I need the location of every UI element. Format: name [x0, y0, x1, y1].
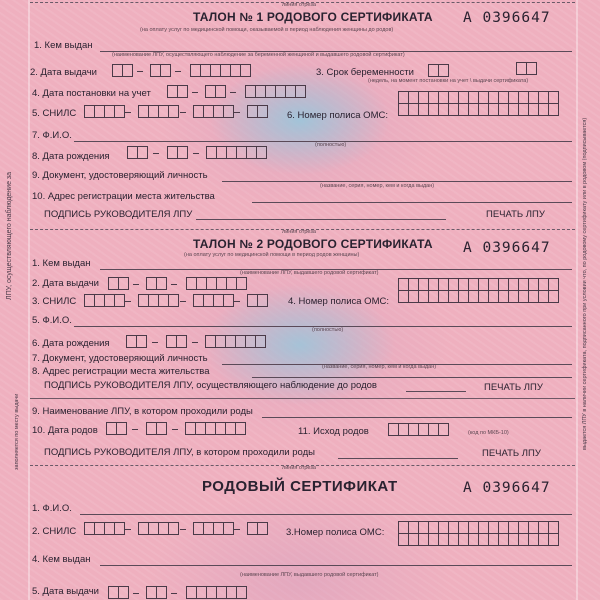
snils-dash: [125, 301, 131, 302]
talon2-snils-part2[interactable]: [138, 294, 178, 307]
cert-issue-date-year[interactable]: [186, 586, 246, 599]
talon1-serial: А 0396647: [463, 10, 551, 26]
talon2-field-birth-hospital: 9. Наименование ЛПУ, в котором проходили роды: [32, 406, 253, 417]
snils-dash: [180, 112, 186, 113]
talon1-birth-date-year[interactable]: [206, 146, 266, 159]
side-text-left-small: заполняется по месту выдачи: [14, 393, 20, 470]
cut-line-2-label: линия отреза: [282, 465, 316, 471]
talon2-birth-outcome-hint: (код по МКБ-10): [468, 430, 509, 436]
talon1-identity-document-line[interactable]: [222, 181, 572, 182]
talon2-title: ТАЛОН № 2 РОДОВОГО СЕРТИФИКАТА: [193, 237, 433, 251]
talon1-field-birth-date: 8. Дата рождения: [32, 151, 110, 162]
talon2-address-line[interactable]: [252, 377, 572, 378]
talon2-field-address: 8. Адрес регистрации места жительства: [32, 366, 210, 377]
date-dash: [175, 71, 181, 72]
date-dash: [171, 593, 177, 594]
talon2-field-issued-by: 1. Кем выдан: [32, 258, 91, 269]
talon2-issue-date-day[interactable]: [108, 277, 128, 290]
snils-dash: [125, 112, 131, 113]
talon1-field-full-name: 7. Ф.И.О.: [32, 130, 72, 141]
certificate-serial: А 0396647: [463, 480, 551, 496]
date-dash: [171, 284, 177, 285]
snils-dash: [234, 529, 240, 530]
side-text-left: ЛПУ, осуществляющего наблюдение за: [6, 171, 13, 300]
talon2-snils-part1[interactable]: [84, 294, 124, 307]
talon2-issued-by-hint: (наименование ЛПУ, выдавшего родовой сертификат): [240, 270, 379, 276]
talon1-field-registration-date: 4. Дата постановки на учет: [32, 88, 151, 99]
snils-dash: [234, 301, 240, 302]
talon2-field-delivery-date: 10. Дата родов: [32, 425, 98, 436]
talon2-field-issue-date: 2. Дата выдачи: [32, 278, 99, 289]
cert-full-name-line[interactable]: [80, 514, 572, 515]
talon1-subtitle: (на оплату услуг по медицинской помощи, оказываемой в период наблюдения женщины до родов): [140, 27, 394, 33]
talon2-stamp-birth: ПЕЧАТЬ ЛПУ: [482, 448, 541, 459]
snils-dash: [180, 301, 186, 302]
talon2-birth-date-day[interactable]: [126, 335, 146, 348]
talon1-pregnancy-term-hint: (недель, на момент постановки на учет \ выдачи сертификата): [368, 78, 529, 84]
date-dash: [133, 284, 139, 285]
talon1-full-name-hint: (полностью): [315, 142, 347, 148]
certificate-title: РОДОВЫЙ СЕРТИФИКАТ: [202, 478, 398, 495]
talon1-field-pregnancy-term: 3. Срок беременности: [316, 67, 414, 78]
cert-field-issue-date: 5. Дата выдачи: [32, 586, 99, 597]
talon1-field-snils: 5. СНИЛС: [32, 108, 77, 119]
cut-line-1-label: линия отреза: [282, 229, 316, 235]
talon2-field-identity-document: 7. Документ, удостоверяющий личность: [32, 353, 208, 364]
talon1-field-oms-policy: 6. Номер полиса ОМС:: [287, 110, 388, 121]
talon2-sign-observing-line[interactable]: [406, 391, 466, 392]
talon2-issue-date-month[interactable]: [146, 277, 166, 290]
cert-issue-date-month[interactable]: [146, 586, 166, 599]
talon1-issue-date-day[interactable]: [112, 64, 132, 77]
cert-field-issued-by: 4. Кем выдан: [32, 554, 91, 565]
date-dash: [153, 153, 159, 154]
cert-field-snils: 2. СНИЛС: [32, 526, 77, 537]
date-dash: [192, 92, 198, 93]
right-edge-line: [576, 0, 578, 600]
cert-field-oms-policy: 3.Номер полиса ОМС:: [286, 527, 385, 538]
talon2-delivery-date-month[interactable]: [146, 422, 166, 435]
talon1-snils-part3[interactable]: [193, 105, 233, 118]
cert-snils-part4[interactable]: [247, 522, 267, 535]
cert-field-full-name: 1. Ф.И.О.: [32, 503, 72, 514]
cert-snils-part3[interactable]: [193, 522, 233, 535]
talon2-stamp-observing: ПЕЧАТЬ ЛПУ: [484, 382, 543, 393]
snils-dash: [125, 529, 131, 530]
talon2-field-oms-policy: 4. Номер полиса ОМС:: [288, 296, 389, 307]
talon2-field-full-name: 5. Ф.И.О.: [32, 315, 72, 326]
talon2-issue-date-year[interactable]: [186, 277, 246, 290]
talon1-field-identity-document: 9. Документ, удостоверяющий личность: [32, 170, 208, 181]
talon2-field-snils: 3. СНИЛС: [32, 296, 77, 307]
cut-line-label: линия отреза: [282, 2, 316, 8]
talon2-snils-part4[interactable]: [247, 294, 267, 307]
cert-oms-policy-boxes[interactable]: [398, 521, 558, 545]
talon2-delivery-date-day[interactable]: [106, 422, 126, 435]
talon1-pregnancy-term-boxes[interactable]: [428, 64, 448, 77]
talon1-identity-document-hint: (название, серия, номер, кем и когда выдан): [320, 183, 435, 189]
talon2-sign-observing-head: ПОДПИСЬ РУКОВОДИТЕЛЯ ЛПУ, осуществляющего наблюдение до родов: [44, 380, 377, 391]
talon1-snils-part4[interactable]: [247, 105, 267, 118]
talon2-birth-date-year[interactable]: [205, 335, 265, 348]
talon1-field-address: 10. Адрес регистрации места жительства: [32, 191, 215, 202]
talon2-sign-birth-line[interactable]: [338, 458, 458, 459]
date-dash: [133, 593, 139, 594]
snils-dash: [180, 529, 186, 530]
date-dash: [192, 342, 198, 343]
talon2-birth-date-month[interactable]: [166, 335, 186, 348]
talon1-sign-head: ПОДПИСЬ РУКОВОДИТЕЛЯ ЛПУ: [44, 209, 193, 220]
date-dash: [132, 429, 138, 430]
talon1-snils-part2[interactable]: [138, 105, 178, 118]
date-dash: [172, 429, 178, 430]
talon1-issued-by-hint: (наименование ЛПУ, осуществляющего наблюдение за беременной женщиной и выдавшего родовой сертификат): [112, 52, 405, 58]
talon1-sign-line[interactable]: [196, 219, 446, 220]
cert-issued-by-line[interactable]: [100, 565, 572, 566]
talon1-snils-part1[interactable]: [84, 105, 124, 118]
talon1-pregnancy-term-boxes-2[interactable]: [516, 62, 536, 75]
date-dash: [137, 71, 143, 72]
date-dash: [152, 342, 158, 343]
talon1-oms-policy-boxes[interactable]: [398, 91, 558, 115]
cert-snils-part1[interactable]: [84, 522, 124, 535]
cert-snils-part2[interactable]: [138, 522, 178, 535]
talon2-subtitle: (на оплату услуг по медицинской помощи в период родов женщины): [184, 252, 360, 258]
talon1-field-issued-by: 1. Кем выдан: [34, 40, 93, 51]
cert-issue-date-day[interactable]: [108, 586, 128, 599]
talon2-oms-policy-boxes[interactable]: [398, 278, 558, 302]
talon2-delivery-date-year[interactable]: [185, 422, 245, 435]
talon1-field-issue-date: 2. Дата выдачи: [30, 67, 97, 78]
talon1-issue-date-month[interactable]: [150, 64, 170, 77]
talon1-issue-date-year[interactable]: [190, 64, 250, 77]
talon2-divider: [30, 398, 575, 399]
talon2-field-birth-date: 6. Дата рождения: [32, 338, 110, 349]
talon1-birth-date-day[interactable]: [127, 146, 147, 159]
talon2-birth-outcome-boxes[interactable]: [388, 423, 448, 436]
talon2-full-name-hint: (полностью): [312, 327, 344, 333]
talon1-registration-date-month[interactable]: [205, 85, 225, 98]
talon1-birth-date-month[interactable]: [167, 146, 187, 159]
date-dash: [193, 153, 199, 154]
talon1-title: ТАЛОН № 1 РОДОВОГО СЕРТИФИКАТА: [193, 10, 433, 24]
side-text-right: выдается ЛПУ в наличии сертификата, подписанного при условии что, по родовому сертификату или в родовом (подписывается): [582, 117, 588, 450]
cert-issued-by-hint: (наименование ЛПУ, выдавшего родовой сертификат): [240, 572, 379, 578]
talon2-snils-part3[interactable]: [193, 294, 233, 307]
talon2-field-birth-outcome: 11. Исход родов: [298, 426, 369, 437]
talon2-serial: А 0396647: [463, 240, 551, 256]
talon1-registration-date-day[interactable]: [167, 85, 187, 98]
left-edge-line: [28, 0, 30, 600]
talon1-registration-date-year[interactable]: [245, 85, 305, 98]
date-dash: [230, 92, 236, 93]
talon1-stamp: ПЕЧАТЬ ЛПУ: [486, 209, 545, 220]
talon1-address-line[interactable]: [252, 202, 572, 203]
talon2-identity-document-hint: (название, серия, номер, кем и когда выдан): [322, 364, 437, 370]
talon2-sign-birth-head: ПОДПИСЬ РУКОВОДИТЕЛЯ ЛПУ, в котором проходили роды: [44, 447, 315, 458]
talon2-birth-hospital-line[interactable]: [262, 417, 572, 418]
snils-dash: [234, 112, 240, 113]
